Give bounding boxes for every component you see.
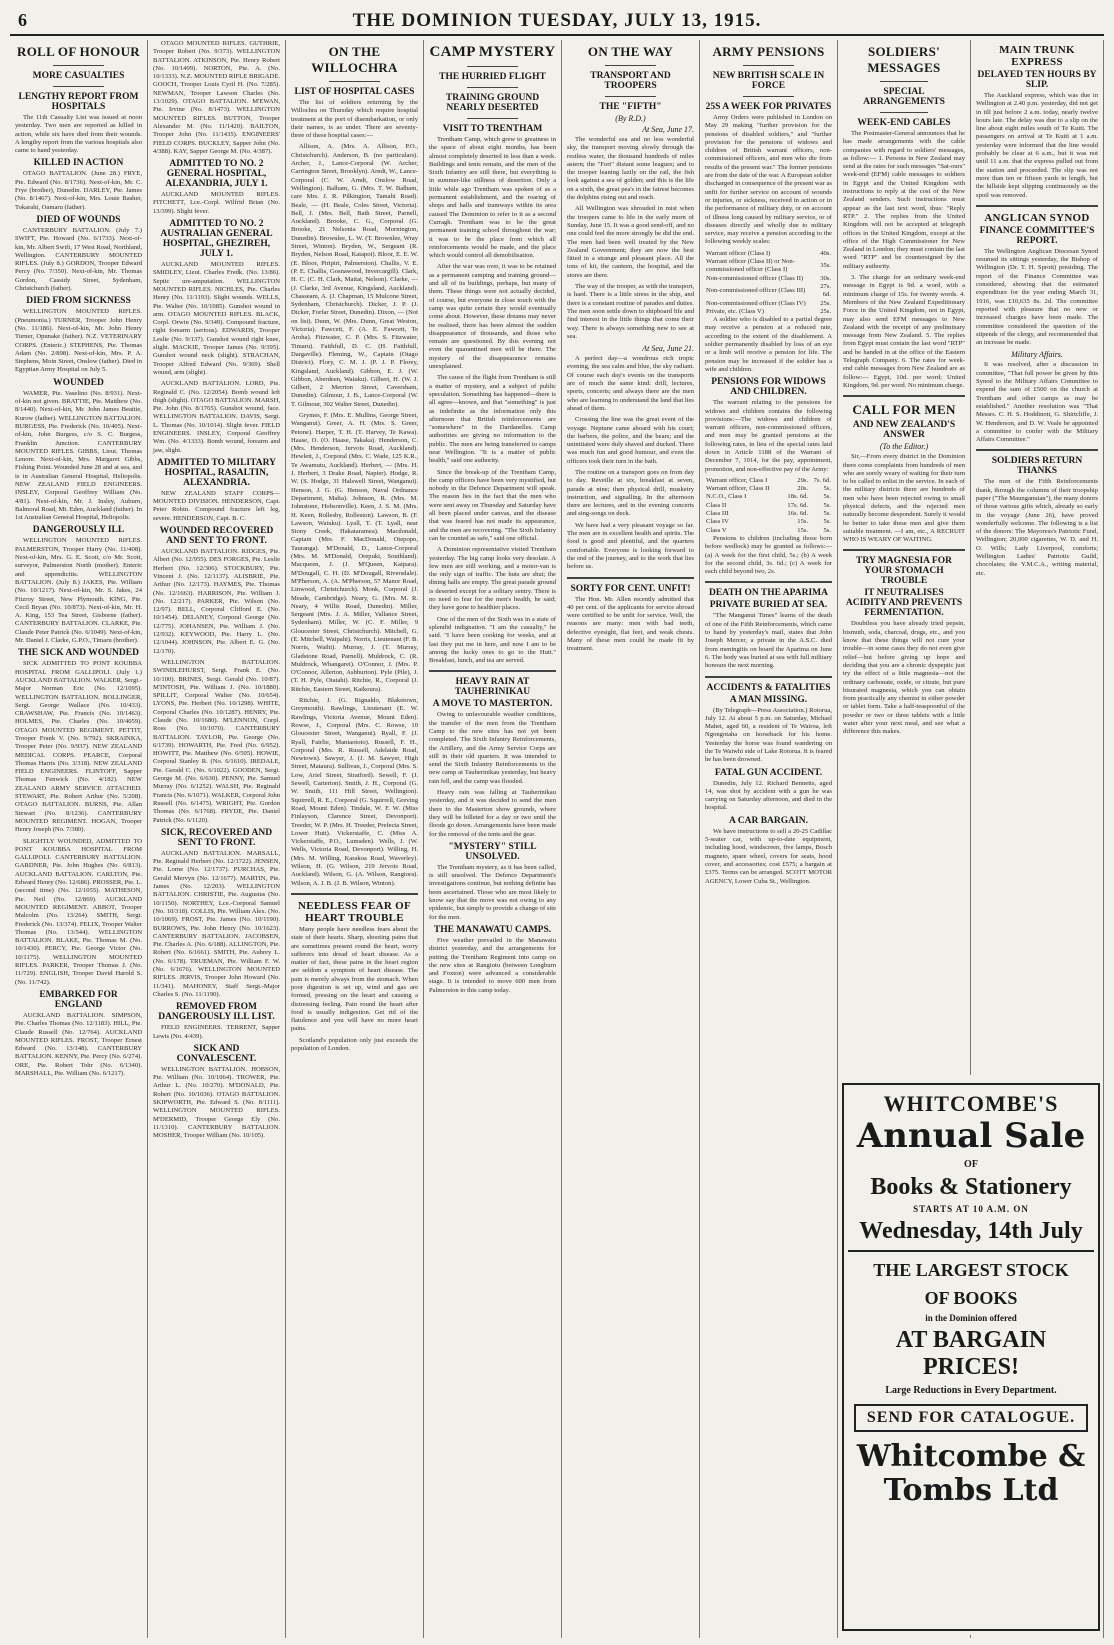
table-cell: Warrant officer (Class II) or Non-commissioned officer (Class I) <box>706 258 795 274</box>
table-cell: 27s. 6d. <box>820 282 831 299</box>
article-subheading: SPECIAL ARRANGEMENTS <box>863 87 945 107</box>
whitcombe-advertisement <box>840 1075 1102 1635</box>
table-cell: 17s. 6d. <box>787 501 809 509</box>
paragraph: OTAGO MOUNTED RIFLES. GUTHRIE, Trooper Robert (No. 9/373). WELLINGTON BATTALION. ATKINSON, Pte. Henry Robert (No. 10/1499). NORTON, Pte. A. (No. 10/1333). N.Z. MOUNTED RIFLE BRIGADE. GOOCH, Trooper Louis Cyril H. (No. 7/285). NEWMAN, Trooper Lawson Charles (No. 13/1029). OTAGO BATTALION. M'EWAN, Pte. Irvine (No. 8/1473). WELLINGTON MOUNTED RIFLES. BUTTON, Trooper Alexander M. (No. 11/1420). BAILTON, Trooper John (No. 11/1435). ENGINEERS' FIELD CORPS. BUCKLEY, Sapper John (No. 4/388). KAY, Sapper George M. (No. 4/387). <box>153 40 280 155</box>
table-cell: 5s. <box>823 493 831 501</box>
table-cell: Warrant officer, Class I <box>706 476 768 484</box>
table-cell: 20s. <box>797 485 809 493</box>
section-heading: SICK, RECOVERED AND SENT TO FRONT. <box>160 827 273 848</box>
article-subheading: FATAL GUN ACCIDENT. <box>714 767 823 778</box>
article-subheading: MORE CASUALTIES <box>32 71 125 81</box>
paragraph: The warrant relating to the pensions for widows and children contains the following provisions:—The widows and children of warrant officers, non-commissioned officers, and men may be granted pensions at the following rates, in lieu of the special rates laid down in Article 1188 of the Warrant of December 7, 1914, for the pay, appointment, promotion, and non-effective pay of the Army: <box>705 399 832 473</box>
paragraph: The men of the Fifth Reinforcements thank, through the columns of their troopship paper ("The Maunganuian"), the many donors of those various gifts which, already so early in the voyage (June 26), have proved wonderfully welcome. The following is a list of the donors: The Mayoress's Patriotic Fund, Wellington; 20,000 cigarettes, W. D. and H. O. Wills; Lady Liverpool, comforts; Wellington Ladies' Patriotic Guild, chocolates; the Y.M.C.A., writing material, etc. <box>976 478 1098 577</box>
masthead <box>10 8 1104 36</box>
ad-text: THE LARGEST STOCK <box>848 1250 1094 1281</box>
article-body <box>976 361 1098 444</box>
section-heading: ADMITTED TO NO. 2 AUSTRALIAN GENERAL HOSPITAL, GHEZIREH, JULY 1. <box>160 219 273 260</box>
divider <box>329 81 380 82</box>
article-headline: CALL FOR MEN <box>852 402 956 418</box>
table-cell: 5s. <box>823 501 831 509</box>
ad-headline: Annual Sale <box>856 1116 1086 1156</box>
article-subheading: A MOVE TO MASTERTON. <box>432 699 553 710</box>
article-subheading: NEW BRITISH SCALE IN FORCE <box>712 71 825 91</box>
divider <box>976 449 1098 451</box>
paragraph: SICK ADMITTED TO PONT KOUBBA HOSPITAL FROM GALLIPOLI. (July 1.) AUCKLAND BATTALION. WALKER, Sergt.-Major Norman Eric (No. 12/1095). WELLINGTON BATTALION. BOLLINGER, Sergt. George Wallace (No. 10/433). CRAWSHAW, Pte. Francis (No. 10/1463). HOLMES, Pte. Charles (No. 10/4059). OTAGO MOUNTED REGIMENT. PETTIT, Trooper Frank V. (No. 9/792). SKRAINKA, Trooper Peter (No. 9/937). NEW ZEALAND MEDICAL CORPS. PEARCE, Corporal Thomas Harris (No. 3/318). NEW ZEALAND FIELD ENGINEERS. FLINTOFF, Sapper Thomas Fenwick (No. 4/182). NEW ZEALAND ARMY SERVICE ATTACHED. STEWART, Pte. Robert Arthur (No. 5/208). OTAGO BATTALION. BURNS, Pte. Allan Stewart (No. 8/1236). CANTERBURY MOUNTED REGIMENT. HOGAN, Trooper Henry Joseph (No. 7/380). <box>15 660 142 834</box>
article-body <box>976 248 1098 348</box>
article-body <box>976 478 1098 578</box>
table-cell: Non-commissioned officer (Class IV) <box>706 299 806 307</box>
ad-date: Wednesday, 14th July <box>859 1218 1083 1244</box>
paragraph: AUCKLAND BATTALION. LORD, Pte. Reginald C. (No. 12/2054). Bomb wound left thigh (slight). OTAGO BATTALION. MARSH, Pte. John (No. 8/1765). Gunshot wound, face. WELLINGTON BATTALION. DAVIS, Sergt. L. Thomas (No. 10/1014). Slight fever. FIELD ENGINEERS. INSLEY, Corporal Geoffrey Wm. (No. 4/1333). Bomb wound, forearm and jaw, slight. <box>153 380 280 454</box>
article-headline: "MYSTERY" STILL UNSOLVED. <box>448 841 537 862</box>
table-row <box>705 283 832 300</box>
paragraph: (By Telegraph—Press Association.) Rotorua, July 12. At about 5 p.m. on Saturday, Michael Mahet, aged 60, a resident of Te Wairoa, left Ngongotaha on horseback for his home. Yesterday the horse was found wandering on the Te Waiwhi side of Lake Rotorua. It is feared he has been drowned. <box>705 706 833 764</box>
divider <box>467 118 518 119</box>
paragraph: WELLINGTON MOUNTED RIFLES. (Pneumonia.) TURNER, Trooper John Henry (No. 11/186). Next-of-kin, Mr. John Henry Turner, Opunake (father). N.Z. VETERINARY CORPS. (Enteric.) STEPHENS, Pte. Thomas Adam (No. 2/898). Next-of-kin, Mrs. P. A. Stephens, Moin Street, Onslow (father). Died in Egyptian Army Hospital on July 5. <box>15 308 142 374</box>
ad-text: in the Dominion offered <box>925 1313 1017 1323</box>
section-heading: DIED OF WOUNDS <box>36 214 121 225</box>
paragraph: Dunedin, July 12. Richard Bennetts, aged 14, was shot by accident with a gun he was carrying on Saturday afternoon, and died in the hospital. <box>705 779 832 812</box>
article-body <box>705 707 832 765</box>
paragraph: The wonderful sea and no less wonderful sky, the transport moving slowly through the restless water, the thousand hundreds of miles astern; the "Fort" distant some leagues; and to the trooper leaning lazily on the rail, the fish look against a sea of golden; and this is the life on a sixth, the great pea's in the fairest becomes the dolphins rising out and reach. <box>567 136 694 202</box>
table-cell: Class II <box>706 501 727 509</box>
ad-subheadline: Books & Stationery <box>870 1174 1072 1200</box>
table-row <box>705 518 832 526</box>
article-body <box>15 308 142 374</box>
article-headline: NEEDLESS FEAR OF HEART TROUBLE <box>298 899 411 924</box>
table-cell: 29s. <box>797 476 809 484</box>
paragraph: One of the men of the Sixth was in a state of splendid indignation. "I am the casualty," he said. "I have been cooking for weeks, and at last they put me in here, and now I am to be among the lucky ones to go to the Hutt." Breakfast, lunch, and tea are served. <box>429 615 556 665</box>
table-cell: Non-commissioned officer (Class II) <box>706 274 804 282</box>
article-subheading: AND NEW ZEALAND'S ANSWER <box>852 420 956 441</box>
table-cell: Class III <box>706 510 729 518</box>
paragraph: After the war was over, it was to be retained as a permanent camping and training ground—and all of its buildings, perhaps, but many of them. These things were not actually decided, of course, but everyone in close touch with the camp was quite certain they would eventually come about. However, these dreams may never be realised, there has been almost the sudden disappearance of thousands, and those who remain are questioned. By this evening not even the quarantined men will be there. The mystery of the disappearance remains unexplained. <box>429 263 556 371</box>
table-row <box>705 510 832 518</box>
article-body <box>153 1024 280 1041</box>
ad-text: Large Reductions in Every Department. <box>885 1385 1057 1396</box>
paragraph: FIELD ENGINEERS. TERRENT, Sapper Lewis (No. 4/439). <box>153 1024 280 1040</box>
paragraph: It was resolved, after a discussion in committee, "That full power be given by this Synod to the Military Affairs Committee to expend the sum of £500 on the church at Trentham and other camps as may be established." Another resolution was "That Messrs. C. H. S. Hoddinott, G. Shirtcliffe, J. W. Henderson, and D. W. Veale be appointed a committee to confer with the Military Affairs Committee." <box>976 361 1098 444</box>
article-subheading: LENGTHY REPORT FROM HOSPITALS <box>18 92 139 112</box>
table-row <box>705 258 832 275</box>
article-body <box>153 490 280 523</box>
table-row <box>705 527 832 535</box>
paragraph: Crossing the line was the great event of the voyage. Neptune came aboard with his court; the barbers, the police, and the bears; and the uninitiated were duly shaved and ducked. There was much fun and good humour, and even the officers took their turn in the bath. <box>567 416 694 465</box>
article-subheading: LIST OF HOSPITAL CASES <box>294 87 415 97</box>
table-cell: Class IV <box>706 518 729 526</box>
paragraph: Five weather prevailed in the Manawatu district yesterday, and the arrangements for putting the Trentham Regiment into camp on the new sites at Rangiotu (between Longburn and Foxton) were advanced a considerable stage. It is intended to move 600 men from Palmerston to this camp today. <box>429 936 556 994</box>
article-headline: ROLL OF HONOUR <box>17 44 140 59</box>
paragraph: A perfect day—a wondrous rich tropic evening, the sea calm and blue, the sky radiant. Of course each day's events on the transports are of much the same kind: drill, lectures, sports, concerts; and always there are the men who are learning to understand the land that lies ahead of them. <box>567 355 694 412</box>
paragraph: Sir,—From every district in the Dominion there come complaints from hundreds of men who are sorely weary of waiting for their turn to be called to enlist in the service. In each of the military districts there are hundreds of men who have been rejected owing to small physical defects, and the rejected men naturally become despondent. Surely it would be better to take these men and give them suitable treatment. —I am, etc., A RECRUIT WHO IS WEARY OF WAITING. <box>843 453 965 544</box>
ad-text: AT BARGAIN PRICES! <box>895 1327 1047 1380</box>
table-cell: 15s. <box>797 526 809 534</box>
article-body <box>15 170 142 211</box>
paragraph: We have had a very pleasant voyage so far. The men are in excellent health and spirits. The food is good and plentiful, and the quarters comfortable. Everyone is looking forward to the end of the journey, and to the work that lies before us. <box>567 521 694 571</box>
paragraph: Ritchie, J. (G. Rignaldo, Blaketown, Greymouth). Rawlings, Lieutenant (E. W. Rawlings, Victoria Avenue, Mount Eden). Rowse, J., Corporal (Mrs. C. Rowse, 10 Gloucester Street, Wanganui). Ryall, F. (J. Ryall, Fairlie, Maniaototo). Russell, F. H., Corporal (Mrs. R. Russell, Adelaide Road, Newtown). Sawyer, J. (J. M. Sawyer, High Street, Mataura). Sullivan, J., Corporal (Mrs. S. Low, Ariel Street, Stratford). Sewell, F. (J. Sewell, Carterton). Smith, J. H., Corporal (G. W. Smith, 111 Hill Street, Wellington). Squirrell, R. E., Corporal (G. Squirrell, Greving Road, Mount Eden). Tindale, W. F. W. (Miss Finlayson, Clarence Street, Devonport). Treeder, W. P. (Mrs. H. Treeder, Prefecta Street, Lower Hutt). Vickerstaffe, C. (Miss A. Vickerstaffe, P.O., Lumsden). Wells, J. (W. Wells, Victoria Road, Devonport). Willing, H. (Mrs. M. Willing, Karakoa Road, Waverley). Wilson, H. (G. Wilson, 219 Jervois Road, Auckland). Wilson, G. (A. Wilson, Rangiora). Wilson, A. J. B. (J. B. Wilson, Winton). <box>291 697 418 887</box>
pension-scale-table <box>705 250 832 316</box>
article-headline: ACCIDENTS & FATALITIES <box>706 682 831 693</box>
paragraph: "The Manganui Times" learns of the death of one of the Fifth Reinforcements, which came to hand by yesterday's mail, states that John Joseph Mercer, a private in the A.S.C. died from meningitis on board the Aparima on June 6. The body was buried at sea with full military honours the next morning. <box>705 612 832 670</box>
paragraph: Owing to unfavourable weather conditions, the transfer of the men from the Trentham Camp to the new sites has not yet been completed. The Sixth Infantry Reinforcements, the Artillery, and the Army Service Corps are still in their old quarters. It was intended to send the Sixth Infantry Reinforcements to the new camp at Tauherinikau yesterday, but heavy rain fell, and the camp was flooded. <box>429 711 556 785</box>
advertisement-box <box>842 1083 1100 1631</box>
article-subheading: VISIT TO TRENTHAM <box>442 124 543 134</box>
table-cell: 5s. <box>823 518 831 526</box>
divider <box>743 96 794 97</box>
paragraph: The cause of the flight from Trentham is still a matter of mystery, and a subject of public speculation. Something has happened—there is all agree—known, and that "something" is just as indefinite as the information only this afternoon that British reinforcements are "somewhere" in the Dardanelles. Camp authorities are giving no information to the public. The men are being transferred to camps near Wellington. "It is a matter of public health," said one authority. <box>429 374 556 465</box>
section-heading: REMOVED FROM DANGEROUSLY ILL LIST. <box>158 1002 275 1023</box>
article-subheading: 25S A WEEK FOR PRIVATES <box>705 102 832 112</box>
paragraph: AUCKLAND BATTALION. SIMPSON, Pte. Charles Thomas (No. 12/1183). HILL, Pte. Claude Russell (No. 12/764). AUCKLAND MOUNTED RIFLES. FROST, Trooper Ernest Edward (No. 13/148). CANTERBURY BATTALION. KENNY, Pte. Percy (No. 6/274). ORE, Pte. Robert Tohr (No. 6/1340). MARSHALL, Pte. William (No. 6/1217). <box>15 1011 142 1077</box>
article-headline: ON THE WAY <box>587 44 674 59</box>
divider <box>705 581 832 583</box>
table-cell: 15s. <box>797 518 809 526</box>
column-willochra <box>286 40 424 1638</box>
article-headline: ANGLICAN SYNOD <box>984 211 1090 224</box>
paragraph: Trentham Camp, which grew to greatness in the space of about eight months, has been almost completely deserted in less than a week. Buildings and tents remain, and the men of the Sixth Infantry are still there, but everything is in summer-like stillness of desertion. Only a little while ago Trentham was spoken of as a permanent establishment, and the roaring of shops and halls and tramways within its area caused The Dominion to refer to it as a second Curragh. Trentham was to be the great permanent training school throughout the war; it was to be the place from which all reinforcements would be made, and the place which would control all demobilisation. <box>429 136 556 260</box>
dateline: At Sea, June 17. <box>642 125 694 134</box>
table-cell: Warrant officer, Class II <box>706 485 770 493</box>
paragraph: NEW ZEALAND STAFF CORPS—MOUNTED DIVISION. HENDERSON, Capt. Peter Robin. Compound fracture left leg, severe. HENDERSON, Capt. B. C. <box>153 489 280 522</box>
table-cell: Private, etc. (Class V) <box>706 307 764 315</box>
section-heading: PENSIONS FOR WIDOWS AND CHILDREN. <box>711 377 826 398</box>
article-body <box>429 937 556 995</box>
column-roll-of-honour <box>10 40 148 1638</box>
paragraph: Scotland's population only just exceeds the population of London. <box>291 1036 418 1053</box>
divider <box>880 81 929 82</box>
article-body <box>705 114 832 247</box>
section-heading: WOUNDED RECOVERED AND SENT TO FRONT. <box>159 526 274 547</box>
article-body <box>153 548 280 825</box>
divider <box>843 549 965 551</box>
paragraph: A soldier who is disabled to a partial degree may receive a pension at a reduced rate, according to the extent of the disablement. A soldier permanently disabled by loss of an eye or a limb will receive a pension for life. The pension may be increased if the soldier has a wife and children. <box>705 316 832 373</box>
paragraph: Pensions to children (including those born before wedlock) may be granted as follows:—(a) A week for the first child, 5s.; (b) A week for the second child, 3s. 6d.; (c) A week for each child beyond two, 2s. <box>705 534 832 576</box>
table-cell: 16s. 6d. <box>787 510 809 518</box>
column-casualty-lists <box>148 40 286 1638</box>
divider <box>605 96 656 97</box>
section-heading: DANGEROUSLY ILL <box>32 525 125 536</box>
article-body <box>705 316 832 374</box>
divider <box>53 65 104 66</box>
section-heading: SICK AND CONVALESCENT. <box>176 1043 257 1064</box>
article-body <box>705 535 832 576</box>
article-body <box>567 596 694 654</box>
table-cell: 30s. <box>820 274 831 282</box>
table-cell: Non-commissioned officer (Class III) <box>706 287 806 295</box>
article-body <box>705 828 832 886</box>
table-cell: 25s. <box>820 299 831 307</box>
section-heading: Military Affairs. <box>1011 350 1063 360</box>
paragraph: WELLINGTON BATTALION. SWINDLEHURST, Sergt. Frank E. (No. 10/100). BRINES, Sergt. Gerald (No. 10/87). M'INTOSH, Pte. William J. (No. 10/1880). SPILLIT, Corporal Walter (No. 10/654). LYONS, Pte. Herbert (No. 10/1298). WHITE, Corporal Charles (No. 10/1287). HENRY, Pte. Claude (No. 10/1680). M'LENNON, Corpl. Ross (No. 10/1070). CANTERBURY BATTALION. TAYLOR, Pte. George (No. 6/1739). HOWARTH, Pte. Fred (No. 6/952). HOWITT, Pte. Matthew (No. 6/505). HOWIE, Corporal Stanley R. (No. 6/1610). IREDALE, Pte. Gerald C. (No. 6/1022). GOODEN, Sergt. George M. (No. 6/630). PENNY, Pte. Samuel Murray (No. 6/1252). WALSH, Pte. Reginald Francis (No. 6/1071). WALKER, Corporal John Russell (No. 6/1475). WRIGHT, Pte. Gordon Thomas (No. 6/1768). FRYDE, Pte. Daniel Patrick (No. 6/1120). <box>153 658 280 824</box>
table-cell: 5s. <box>823 510 831 518</box>
ad-company-name: Whitcombe & Tombs Ltd <box>856 1439 1086 1508</box>
table-cell: 25s. <box>820 307 831 315</box>
table-cell: 35s. <box>820 262 831 270</box>
paragraph: OTAGO BATTALION. (June 28.) FRYE, Pte. Edward (No. 8/1736). Next-of-kin, Mr. C. Frye (brother), Dunedin. DARLEY, Pte. James (No. 8/1467). Next-of-kin, Mrs. Louie Basher, Tokarahi, Oamaru (father). <box>15 170 142 211</box>
article-body <box>567 355 694 571</box>
ad-text: STARTS AT 10 A.M. ON <box>913 1204 1029 1214</box>
article-body <box>15 227 142 293</box>
article-headline: SOLDIERS' MESSAGES <box>867 44 941 75</box>
table-row <box>705 493 832 501</box>
paragraph: AUCKLAND MOUNTED RIFLES. FITCHETT, Lce.-Corpl. Wilfrid Brian (No. 13/399). Slight fever. <box>153 191 280 215</box>
article-subheading: THE "FIFTH" <box>599 102 662 112</box>
paragraph: AUCKLAND BATTALION. RIDGES, Pte. Albert (No. 12/955). DES FORGES, Pte. Leslie Herbert (No. 12/306). STOCKBURY, Pte. Vincent J. (No. 12/1137). ALISBRIE, Pte. Arthur (No. 12/173). HAYMES, Pte. Thomas (No. 12/1663). HARRISON, Pte. William J. (No. 12/217). PARKER, Pte. Wilson (No. 12/97). BELL, Corporal Clifford E. (No. 10/1454). DELANEY, Corporal George (No. 12/775). JOHANSEN, Pte. William J. (No. 12/932). KEYWOOD, Pte. Harry L. (No. 12/1044). JOHNSON, Pte. Albert E. G. (No. 12/170). <box>153 548 280 655</box>
article-body <box>15 114 142 155</box>
article-body <box>153 40 280 156</box>
divider <box>605 65 656 66</box>
article-headline: DEATH ON THE APARIMA <box>708 588 829 599</box>
paragraph: WELLINGTON BATTALION. HOBSON, Pte. William (No. 10/1064). TROWER, Pte. Arthur L. (No. 10/270). M'DONALD, Pte. Robert (No. 10/1036). OTAGO BATTALION. SKIPWORTH, Pte. Edward S. (No. 8/1111). WELLINGTON MOUNTED RIFLES. M'DERMID, Trooper George Ely (No. 11/1310). CANTERBURY BATTALION. MOSHER, Trooper William (No. 10/105). <box>153 1065 280 1140</box>
table-cell: 18s. 6d. <box>787 493 809 501</box>
article-body <box>153 850 280 999</box>
table-cell: 5s. <box>823 526 831 534</box>
divider <box>705 676 832 678</box>
paragraph: Army Orders were published in London on May 29 making "further provision for the pensions of disabled soldiers," and "further provision for the pensions of widows and children of British warrant officers, non-commissioned officers, and men who die from results of the present war." The former pensions are from the date of the war. A European soldier discharged in consequence of the present war as unfit for further service on account of wounds or injuries, or sickness, received in action or in the performance of military duty, or on account of illness long caused by military service, or of diseases directly and wholly due to military service, may receive a pension according to the following weekly scales: <box>705 114 832 246</box>
table-row <box>705 502 832 510</box>
paragraph: The 11th Casualty List was issued at noon yesterday. Two men are reported as killed in action, while six have died from their wounds. A lengthy report from the various hospitals also came to hand yesterday. <box>15 114 142 155</box>
table-row <box>705 477 832 485</box>
article-body <box>291 99 418 888</box>
paragraph: The Hon. Mr. Allen recently admitted that 40 per cent. of the applicants for service abroad were certified to be unfit for service. Well, the reasons are many: men with bad teeth, defective eyesight, flat feet, and weak chests. Many of these men could be made fit by treatment. <box>567 595 694 653</box>
paragraph: SLIGHTLY WOUNDED, ADMITTED TO PONT KOUBBA HOSPITAL FROM GALLIPOLI. CANTERBURY BATTALION. GARDNER, Pte. John Hughes (No. 6/813). AUCKLAND BATTALION. CARLTON, Pte. Edward Henry (No. 12/686). PROSSER, Pte. L. (second time) (No. 12/1055). MATHESON, Pte. Neil (No. 12/869). AUCKLAND MOUNTED REGIMENT. ABBOT, Trooper Malcolm (No. 13/264). SMITH, Sergt. Frederick (No. 13/374). FELIX, Trooper Walter Thomas (No. 13/544). WELLINGTON BATTALION. BLAKE, Pte. Thomas M. (No. 10/1430). PERCY, Pte. George Victor (No. 10/1175). WELLINGTON MOUNTED RIFLES. PARKER, Trooper Thomas J. (No. 11/729). ENGLISH, Trooper David Harold S. (No. 11/742). <box>15 837 142 986</box>
table-row <box>705 275 832 283</box>
section-heading: WOUNDED <box>53 377 104 388</box>
divider <box>880 112 929 113</box>
article-subheading: A CAR BARGAIN. <box>729 815 808 826</box>
divider <box>743 65 794 66</box>
article-body <box>843 453 965 544</box>
divider <box>976 205 1098 207</box>
article-headline: ON THE WILLOCHRA <box>311 44 398 75</box>
table-row <box>705 300 832 308</box>
divider <box>843 395 965 397</box>
page-number: 6 <box>18 10 27 30</box>
paragraph: All Wellington was shrouded in mist when the troopers came to life in the early morn of Sunday, June 15. It was a good send-off, and no one could feel the more strongly he did the end. The men had been well treated by the New Zealand Government; they are now the best fitted in a strange and pleasant place. All the tons of kit, the canteen, the hospital, and the stores are there. <box>567 205 694 279</box>
article-headline: HEAVY RAIN AT TAUHERINIKAU <box>454 677 531 698</box>
paragraph: Allison, A. (Mrs. A. Allison, P.O., Christchurch). Anderson, B. (no particulars). Archer, J., Lance-Corporal (W. Archer, Carrington Street, Brooklyn). Arndt, W., Lance-Corporal (C. W. Arndt, Onslow Road, Wellington). Balham, G. (Mrs. T. W. Balham, care Mrs. J. R. Pilkington, Tamahi Road). Beale, — (H. Beale, Coles Street, Victoria). Bell, J. (Mrs. Bell, Bath Street, Parnell, Auckland). Brooke, C. G., Corporal (G. Brooke, 21 Nelsonia Road, Mornington, Dunedin). Brownlee, L. W. (T. Brownlee, Wray Street, Winton). Bryden, W., Sergeant (R. Bryden, Nelson Road, Kaiapoi). Bloor, E. E. W. (E. Bloor, Piripiri, Palmerston). Challis, V. E. (P. E. Challis, Gosnawood, Invercargill). Clark, H. C. (C. H. Clark, Maitai, Nelson). Clarke, — (J. Clarke, 3rd Avenue, Kingsland, Auckland). Chasseam, A. (J. Chapman, 15 Mulcone Street, Sydenham, Christchurch). Dicker, J. P. (J. Dicker, Forfar Street, Dunedin). Dixon, — (Not on list). Dunn, W. (Mrs. Dunn, Great Weston, Victoria). Fawcett, F. (A. E. Fawcett, Te Aroha). Fitzwater, C. P. (Mrs. S. Fitzwater, Timaru). Faithfull, D. C. (H. Faithfull, Dargaville). Fleming, W., Captain (Otago District). Flory, C. M. J. (P. J. P. Florey, Kingsland, Auckland). Gibbon, E. J. (W. Gibbon, Aberdeen, Waiuku). Gilbert, H. (W. J. Gilbert, 2 Merrion Street, Caversham, Dunedin). Gilmour, J. B., Lance-Corporal (W. T. Gilmour, 302 Walter Street, Dunedin). <box>291 143 418 408</box>
article-subheading: DELAYED TEN HOURS BY SLIP. <box>977 70 1097 90</box>
article-body <box>15 537 142 645</box>
table-cell: 40s. <box>820 249 831 257</box>
article-subheading: THE HURRIED FLIGHT <box>439 72 546 82</box>
section-heading: THE SICK AND WOUNDED <box>18 648 139 659</box>
divider <box>567 577 694 579</box>
article-body <box>429 711 556 838</box>
ad-text: OF <box>964 1159 978 1170</box>
article-body <box>153 261 280 455</box>
table-cell: 5s. <box>823 485 831 493</box>
divider <box>291 893 418 895</box>
divider <box>429 670 556 672</box>
column-camp-mystery <box>424 40 562 1638</box>
section-heading: KILLED IN ACTION <box>33 158 124 169</box>
table-cell: Warrant officer (Class I) <box>706 249 771 257</box>
article-body <box>976 92 1098 200</box>
article-headline: THE MANAWATU CAMPS. <box>433 924 552 935</box>
ad-catalogue-link: SEND FOR CATALOGUE. <box>854 1404 1088 1432</box>
divider <box>467 87 518 88</box>
article-subheading: A MAN MISSING. <box>729 694 808 705</box>
article-body <box>153 191 280 216</box>
article-headline: CAMP MYSTERY <box>429 44 556 60</box>
article-headline: TRY MAGNESIA FOR YOUR STOMACH TROUBLE <box>856 556 952 587</box>
article-headline: SORTY FOR CENT. UNFIT! <box>570 583 691 594</box>
table-cell: Class V <box>706 526 727 534</box>
newspaper-title: THE DOMINION TUESDAY, JULY 13, 1915. <box>352 10 762 31</box>
byline: (By R.D.) <box>615 114 646 123</box>
paragraph: The Wellington Anglican Diocesan Synod resumed its sittings yesterday, the Bishop of Wellington (Dr. T. H. Sprott) presiding. The report of the Finance Committee was considered, showing that the estimated expenditure for the year ending March 31, 1916, was £10,635 8s. 2d. The committee reported with pleasure that no new or increased charges have been made. The committee considered the question of the stipends of the clergy, and recommended that an increase be made. <box>976 247 1098 347</box>
table-cell: N.C.O., Class I <box>706 493 747 501</box>
article-body <box>15 660 142 987</box>
paragraph: We have instructions to sell a 20-25 Cadillac 5-seater car, with up-to-date equipment, including hood, windscreen, five lamps, Bosch magneto, spare wheel, covers for seats, hood cover, and accessories; cost £575; a bargain at £375. Terms can be arranged. SCOTT MOTOR AGENCY, Lower Cuba St., Wellington. <box>705 827 832 885</box>
widow-pension-table <box>705 477 832 535</box>
article-body <box>843 130 965 390</box>
column-army-pensions <box>700 40 838 1638</box>
article-subheading: PRIVATE BURIED AT SEA. <box>709 600 828 611</box>
ad-brand: WHITCOMBE'S <box>883 1091 1059 1116</box>
article-body <box>705 612 832 670</box>
article-subheading: IT NEUTRALISES ACIDITY AND PREVENTS FERMENTATION. <box>845 588 963 619</box>
paragraph: 3. The charge for an ordinary week-end message in Egypt is 9d. a word, with a minimum charge of 15s. for twenty words. 4. Members of the New Zealand Expeditionary Force in the United Kingdom, not in Egypt, may also send EFM messages to New Zealand with the receipt of any preliminary message from New Zealand. 5. The replies from Egypt must contain the last word "RTP" and be handed in at the office of the Eastern Telegraph Company. 6. The rates for week-end cable messages from New Zealand are as follow:— Egypt, 10d. per word; United Kingdom, 9d. per word. No minimum charge. <box>843 274 965 389</box>
dateline: At Sea, June 21. <box>642 344 694 354</box>
article-headline: ARMY PENSIONS <box>712 44 825 59</box>
table-row <box>705 250 832 258</box>
paragraph: The Trentham mystery, as it has been called, is still unsolved. The Defence Department's investigations continue, but nothing definite has been ascertained. Those who are most likely to know say that the move was not owing to any epidemic, but simply to provide a change of site for the men. <box>429 863 556 921</box>
article-body <box>15 390 142 523</box>
article-body <box>291 926 418 1053</box>
article-body <box>705 780 832 813</box>
column-on-the-way <box>562 40 700 1638</box>
paragraph: The routine on a transport goes on from day to day. Reveille at six, breakfast at seven, parade at nine; then physical drill, musketry instruction, and signalling. In the afternoon there are lectures, and in the evening concerts and sing-songs on deck. <box>567 468 694 518</box>
table-row <box>705 485 832 493</box>
article-body <box>705 399 832 474</box>
article-body <box>429 864 556 922</box>
divider <box>53 86 104 87</box>
ad-text: OF BOOKS <box>924 1288 1018 1308</box>
article-body <box>843 620 965 736</box>
paragraph: Since the break-up of the Trentham Camp, the camp officers have been very mystified, but nobody in the Defence Department will speak. The reason lies in the fact that the men who were sent away on Thursday and Saturday have all been placed under canvas, and the disease that was feared has not made its appearance, and the men are recovering. "The Sixth Infantry can be counted as safe," said one official. <box>429 468 556 542</box>
paragraph: The Auckland express, which was due in Wellington at 2.40 p.m. yesterday, did not get in till just before 2 a.m. today, nearly twelve hours late. The delay was due to a slip on the line about eight miles south of Te Kuiti. The passengers on arrival at Te Kuiti at 1 a.m. yesterday were informed that the line would probably be clear at 6 a.m., but it was not until 11 a.m. that the express pulled out from the station and proceeded. The slip was not more than ten or fifteen yards in length, but the hillside kept slipping continuously as the spoil was removed. <box>976 92 1098 199</box>
paragraph: Many people have needless fears about the state of their hearts. Sharp, shooting pains that are sometimes present round the heart, worry sufferers into dread of heart disease. As a matter of fact, these pains in the heart region are seldom a symptom of heart disease. The pain is merely always from the stomach. When poor digestion is set up, wind and gas are formed, pressing on the heart and causing a distressing feeling. Pain round the heart after food is usually indigestion. Get rid of the flatulence and you will have no more heart pains. <box>291 925 418 1033</box>
paragraph: The Postmaster-General announces that he has made arrangements with the cable companies with regard to soldiers' messages, as follow:— 1. Persons in New Zealand may send at the rates for such messages "Sat-ours" week-end (EFM) cable messages to soldiers in Egypt and the United Kingdom with instructions to reply at the cost of the New Zealand senders. Such instructions must appear as the last text word, thus: "Reply RTP." 2. The replies from the United Kingdom will not be accepted at telegraph offices in the United Kingdom, except at the office of the High Commissioner for New Zealand in London; they must contain the last word "RTP" and be countersigned by the military authority. <box>843 130 965 270</box>
paragraph: AUCKLAND MOUNTED RIFLES. SMIDLEY, Lieut. Charles Fredk. (No. 13/86). Septic ure-amputation. WELLINGTON MOUNTED RIFLES. NICHLES, Pte. Charles Henry (No. 11/1193). Slight wounds. WELLS, Pte. Walter (No. 10/1085). Gunshot wound in arm. OTAGO MOUNTED RIFLES. BLACK, Corpl. Orwin (No. 9/349). Compound fracture, right forearm (serious). EDWARDS, Trooper Leslie (No. 9/137). Gunshot wound right knee, slight. MACKIE, Trooper James (No. 9/395). Gunshot wound neck (slight). STRACHAN, Trooper Alfred Edward (No. 9/369). Shell wound, arm (slight). <box>153 261 280 376</box>
paragraph: WELLINGTON MOUNTED RIFLES. PALMERSTON, Trooper Harry (No. 11/408). Next-of-kin, Mrs. G. E. Scott, c/o Mr. Scott, surveyor, Palmerston North (mother). Enteric and appendicitis. WELLINGTON BATTALION. (July 8.) JAKES, Pte. William (No. 10/1217). Next-of-kin, Mr. S. Jakes, 24 Fitzroy Street, New Plymouth. KING, Pte. Cecil Bryan (No. 10/873). Next-of-kin, Mr. H. A. King, 153 Tea Street, Gisborne (father). CANTERBURY BATTALION. CLARKE, Pte. Claude Peter Patrick (No. 6/1049). Next-of-kin, Mr. Daniel J. Clarke, G.P.O., Timaru (brother). <box>15 537 142 645</box>
article-body <box>153 1066 280 1141</box>
section-heading: ADMITTED TO MILITARY HOSPITAL, RASALTIN, ALEXANDRIA. <box>157 457 276 488</box>
paragraph: Grymes, F. (Mrs. E. Mullins, George Street, Wanganui). Greer, A. H. (Mrs. S. Greer, Petone). Harper, T. H. (T. Harvey, Te Kawa). Haase, O. (O. Haase, Takaka). Henderson, C. (Mrs. Henderson, Jervois Road, Auckland). Hewlett, J., Corporal (Mrs. C. Wade, 125 K.R., Te Awamutu, Auckland). Herbert, — (Mrs. H. J. Herbert, 3 Drake Road, Napier). Hodge, R. W. (S. Hodge, 31 Halswell Street, Wanganui). Henson, J. G. (G. Henson, Naval Ordnance Department, Malta). Johnson, R. (Mrs. M. Johnstone, Hobsonville). Keen, J. S. M. (Mrs. H. Keen, Rollesby, Rolleston). Lawson, B. (F. Lawson, Waiuku). Lyall, T. (T. Lyall, near Stony Creek, Hakataramea). Macdonald, Captain (Mrs. F. MacDonald, Otepopo, Tauranga). M'Donald, D., Lance-Corporal (Mrs. M. M'Donald, Orepuki, Southland). Macqueen, J. (J. M'Queen, Kaipara). M'Dougall, C. H. (D. M'Dougall, Riversdale). M'Pherson, A. (A. M'Pherson, 57 Manor Road, Linwood, Christchurch). Monk, Corporal (J. Meade, Cambridge). Neary, G. (Mrs. M. R. Neary, 4 Willis Road, Dunedin). Miller, Sergeant (Mrs. J. A. Miller, Vallance Street, Sydenham). Miller, W. (C. F. Miller, 9 Gloucester Street, Christchurch). Mitchell, G. (E. Mitchell, Waipahi). Norris, Lieutenant (F. B. Norris, Waihi). Murray, J. (T. Murray, Gladstone Road, Parnell). Muldrock, C. (R. Muldrock, Whangarei). O'Connor, J. (Mrs. P. O'Connor, Allerton, Ashburton). Pyle (Pile), J. (T. H. Pyle, Otatahi). Ritchie, R., Corporal (J. Ritchie, Eastern Street, Kaikoura). <box>291 411 419 693</box>
article-body <box>15 1012 142 1078</box>
article-subheading: TRANSPORT AND TROOPERS <box>590 71 671 91</box>
paragraph: Doubtless you have already tried pepsin, bismuth, soda, charcoal, drugs, etc., and you know that these things will not cure your trouble—in some cases they do not even give relief—but before giving up hope and deciding that you are a chronic dyspeptic just try the effect of a little magnesia—not the ordinary carbonate, oxide, or citrate, but pure bisurated magnesia, which you can obtain from practically any chemist in either powder or tablet form. Take a half-teaspoonful of the powder or two or three tablets with a little water after your next meal, and see what a difference this makes. <box>843 620 965 736</box>
article-headline: SOLDIERS RETURN THANKS <box>991 456 1083 477</box>
paragraph: Heavy rain was falling at Tauherinikau yesterday, and it was decided to send the men there to the Masterton show grounds, where they will be billeted for a day or two until the floods go down. Arrangements have been made for the removal of the tents and the gear. <box>429 789 556 838</box>
section-heading: ADMITTED TO NO. 2 GENERAL HOSPITAL, ALEXANDRIA, JULY 1. <box>165 159 268 190</box>
article-subheading: FINANCE COMMITTEE'S REPORT. <box>979 225 1095 246</box>
table-row <box>705 308 832 316</box>
section-heading: DIED FROM SICKNESS <box>26 296 131 307</box>
paragraph: The way of the trooper, as with the transport, is hard. There is a little stress in the ship, and there is a constant routine of parades and duties. The men soon settle down to shipboard life and find interest in the little things that come their way. There is always something new to see at sea. <box>567 283 694 340</box>
table-cell: 7s. 6d. <box>813 476 831 484</box>
article-subheading: TRAINING GROUND NEARLY DESERTED <box>445 93 540 113</box>
paragraph: A Dominion representative visited Trentham yesterday. The big camp looks very desolate. A few men are still working, and a motor-van is the only sign of traffic. The huts are shut; the dining halls are empty. The great parade ground is deserted except for a solitary sentry. There is no need to fear for the men's health, he said; they have gone to healthier places. <box>429 546 556 612</box>
section-heading: EMBARKED FOR ENGLAND <box>39 989 118 1010</box>
article-body <box>429 136 556 665</box>
paragraph: The list of soldiers returning by the Willochra on Thursday which require hospital treatment at the port of disembarkation, or only their names, is as under. There are seventy-three of these hospital cases:— <box>291 99 418 140</box>
article-headline: MAIN TRUNK EXPRESS <box>999 44 1075 68</box>
paragraph: AUCKLAND BATTALION. MARSALL, Pte. Reginald Herbert (No. 12/1722). JENSEN, Pte. Lorne (No. 12/1737). PURCHAS, Pte. Gerald Mervyn (No. 12/1677). MARTIN, Pte. James (No. 12/203). WELLINGTON BATTALION. CHRISTIE, Pte. Augustus (No. 10/1150). NORTHEY, Lce.-Corporal Samuel (No. 10/318). COLLIS, Pte. William Alex. (No. 10/1069). FROST, Pte. James (No. 10/1190). BURROWS, Pte. John Henry (No. 10/1623). CANTERBURY BATTALION. JACOBSEN, Pte. Charles A. (No. 6/188). ALLINGTON, Pte. Robert (No. 6/1661). SMITH, Pte. Aubrey L. (No. 6/178). TRUEMAN, Pte. William F. W. (No. 6/1676). WELLINGTON MOUNTED RIFLES. JERVIS, Trooper John Howard (No. 11/341). MAHONEY, Staff Sergt.-Major Charles S. (No. 11/1190). <box>153 849 280 998</box>
paragraph: WAMER, Pte. Vaselino (No. 8/931). Next-of-kin not given. BRATTIE, Pte. Matthew (No. 8/1440). Next-of-kin, Mr. John James Beattie, Kurow (father). WELLINGTON BATTALION. BURGESS, Pte. Frederick (No. 10/405). Next-of-kin, John Burgess, c/o S. C. Burgess, Franklin Junction. CANTERBURY MOUNTED RIFLES. GIBBS, Lieut. Thomas Lenore. Next-of-kin, Mrs. Margaret Gibbs, Fishing Point. Wounded June 28 and at sea, and is in Australian General Hospital, Heliopolis. NEW ZEALAND FIELD ENGINEERS. INSLEY, Corporal Geoffrey William (No. 4/81). Next-of-kin, Mr. J. Insley, Auburn, Balmoral Road, Mt. Eden, Auckland (father). In 1st Australian General Hospital, Heliopolis. <box>15 389 142 522</box>
article-body <box>567 136 694 341</box>
divider <box>467 66 518 67</box>
paragraph: CANTERBURY BATTALION. (July 7.) SWIFT, Pte. Howard (No. 6/1733). Next-of-kin, Mr. Albert Swift, 17 West Road, Northland, Wellington. CANTERBURY MOUNTED RIFLES. (July 8.) GORDON, Trooper Edward Percy (No. 7/350). Next-of-kin, Mr. Thomas Gordon, Cassidy Street, Sydenham, Christchurch (father). <box>15 226 142 293</box>
letter-intro: (To the Editor.) <box>879 442 929 452</box>
article-subheading: WEEK-END CABLES <box>857 118 951 128</box>
